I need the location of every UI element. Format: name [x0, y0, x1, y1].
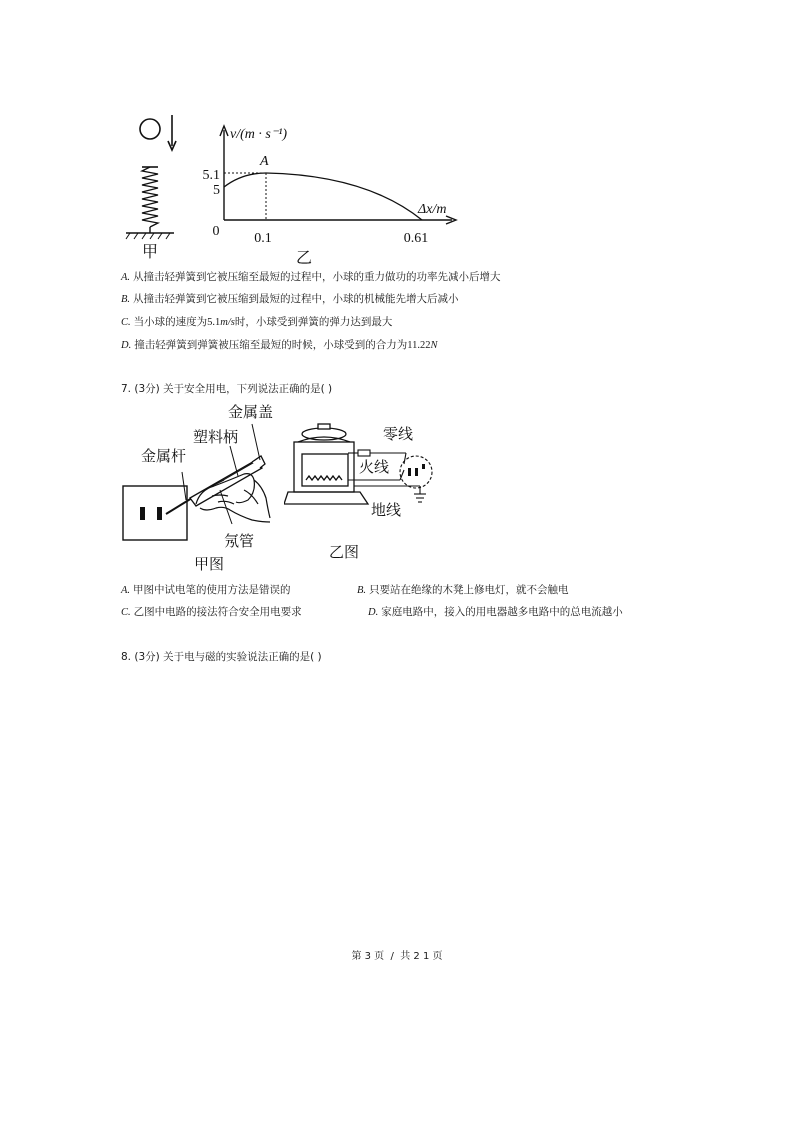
- fig-jia-label: 甲: [141, 242, 159, 260]
- q7-stem: 7. (3分) 关于安全用电，下列说法正确的是( ): [121, 383, 333, 395]
- q8-stem: 8. (3分) 关于电与磁的实验说法正确的是( ): [121, 651, 322, 663]
- q6-option-b[interactable]: B. 从撞击轻弹簧到它被压缩到最短的过程中，小球的机械能先增大后减小: [121, 293, 459, 305]
- fig6-graph: [196, 118, 466, 268]
- page-footer: 第 3 页 / 共 2 1 页: [351, 951, 443, 962]
- q6-option-a[interactable]: A. 从撞击轻弹簧到它被压缩至最短的过程中，小球的重力做功的功率先减小后增大: [121, 271, 501, 283]
- y-tick-5.1: 5.1: [202, 168, 220, 183]
- q7-option-c[interactable]: C. 乙图中电路的接法符合安全用电要求: [121, 606, 302, 618]
- fig-yi-label: 乙: [295, 248, 313, 267]
- q7-option-b[interactable]: B. 只要站在绝缘的木凳上修电灯，就不会触电: [357, 584, 569, 596]
- ball-icon: [140, 119, 160, 139]
- y-axis-label: v/(m · s⁻¹): [230, 127, 288, 142]
- q7-option-d[interactable]: D. 家庭电路中，接入的用电器越多电路中的总电流越小: [368, 606, 623, 618]
- x-tick-0.61: 0.61: [403, 231, 429, 246]
- x-axis-label: Δx/m: [418, 202, 447, 217]
- label-neutral-wire: 零线: [383, 425, 414, 443]
- point-a-label: A: [260, 154, 269, 169]
- q7-option-a[interactable]: A. 甲图中试电笔的使用方法是错误的: [121, 584, 291, 596]
- rice-cooker-icon: [284, 424, 368, 504]
- q6-option-c[interactable]: C. 当小球的速度为5.1m/s时，小球受到弹簧的弹力达到最大: [121, 316, 393, 328]
- label-fig-jia: 甲图: [194, 555, 225, 573]
- label-plastic-handle: 塑料柄: [193, 428, 239, 446]
- outlet-icon: [400, 456, 432, 488]
- label-fig-yi: 乙图: [329, 543, 360, 561]
- origin-label: 0: [212, 224, 220, 239]
- y-tick-5: 5: [213, 183, 220, 198]
- x-tick-0.1: 0.1: [254, 231, 272, 246]
- spring-icon: [142, 167, 158, 233]
- label-neon-tube: 氖管: [224, 532, 255, 550]
- fig7-jia: [120, 400, 290, 576]
- velocity-curve: [224, 173, 422, 220]
- q6-option-d[interactable]: D. 撞击轻弹簧到弹簧被压缩至最短的时候，小球受到的合力为11.22N: [121, 339, 438, 351]
- label-live-wire: 火线: [359, 458, 390, 476]
- socket-icon: [123, 486, 187, 540]
- label-metal-cap: 金属盖: [228, 403, 274, 421]
- label-ground-wire: 地线: [371, 501, 402, 519]
- fig6-jia: [120, 110, 180, 260]
- label-metal-rod: 金属杆: [141, 447, 187, 465]
- ground-hatch-icon: [126, 233, 174, 239]
